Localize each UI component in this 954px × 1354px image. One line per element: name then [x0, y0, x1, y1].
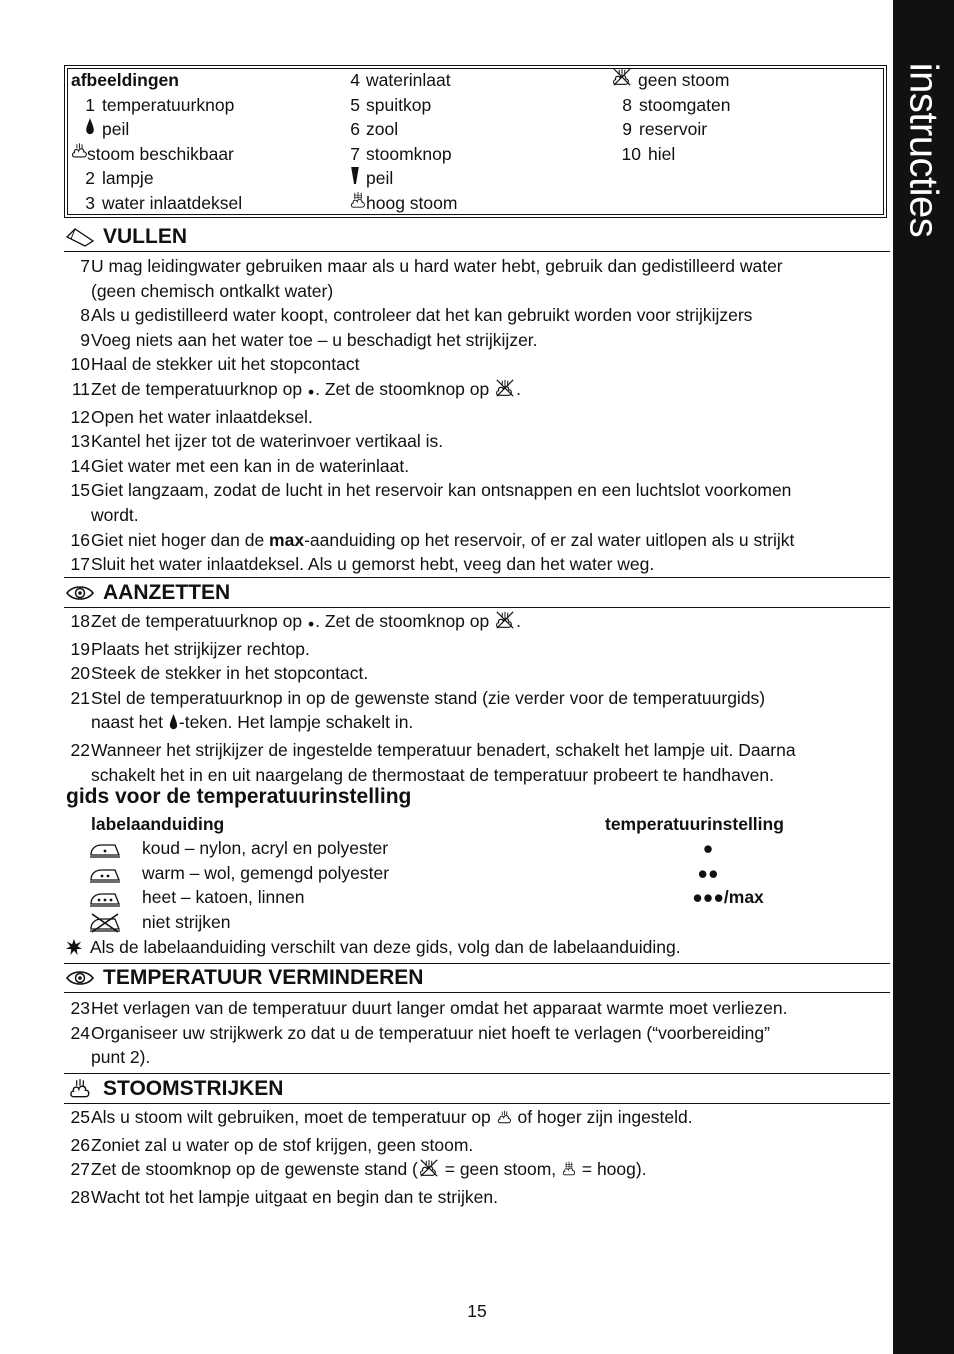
- step-text: [90, 528, 794, 553]
- step-text: [90, 478, 791, 527]
- figure-label: lampje: [102, 168, 154, 189]
- figure-number: [612, 67, 632, 94]
- figure-item: [612, 142, 730, 167]
- step-text: [90, 1133, 473, 1158]
- divider: [64, 992, 890, 993]
- step-item: [64, 1133, 890, 1158]
- figure-item: [350, 166, 457, 191]
- figure-label: stoomgaten: [639, 94, 731, 115]
- step-bold: max: [269, 529, 305, 550]
- step-text: [90, 303, 752, 328]
- guide-row: [88, 910, 808, 935]
- step-number: 12: [70, 406, 90, 427]
- step-text: [90, 996, 788, 1021]
- step-number: 13: [70, 431, 90, 452]
- step-item: [64, 738, 890, 787]
- divider: [64, 251, 890, 252]
- step-text: [90, 661, 368, 686]
- step-line: Kantel het ijzer tot de waterinvoer vertikaal is.: [91, 431, 444, 452]
- step-text: [90, 552, 654, 577]
- step-item: [64, 609, 890, 637]
- step-text: [90, 1021, 770, 1070]
- pencil-icon: [64, 227, 96, 247]
- step-text: [90, 609, 521, 637]
- section-title: AANZETTEN: [103, 580, 231, 604]
- step-text: [90, 377, 521, 405]
- no-steam-icon: [495, 610, 515, 637]
- step-item: [64, 661, 890, 686]
- step-number: 27: [70, 1159, 90, 1180]
- step-line: Zet de stoomknop op de gewenste stand (: [91, 1159, 418, 1180]
- wedge-icon: [350, 166, 360, 185]
- step-number: 24: [70, 1022, 90, 1043]
- step-item: [64, 637, 890, 662]
- step-item: [64, 686, 890, 738]
- figure-number: [350, 190, 366, 217]
- step-line: .: [516, 611, 521, 631]
- divider: [64, 1073, 890, 1074]
- guide-note: [64, 935, 681, 960]
- step-number: 16: [70, 529, 90, 550]
- step-line: Haal de stekker uit het stopcontact: [91, 354, 360, 375]
- step-text: [90, 686, 765, 738]
- figure-number: 5: [350, 94, 360, 115]
- verminderen-steps: [64, 996, 890, 1070]
- step-line: . Zet de stoomknop op: [315, 378, 495, 399]
- step-line: wordt.: [91, 504, 139, 525]
- step-line: Als u gedistilleerd water koopt, controleer dat het kan gebruikt worden voor strijkijzers: [91, 305, 753, 326]
- drop-icon: [85, 117, 95, 136]
- step-text: [90, 637, 310, 662]
- figure-item: [612, 117, 730, 142]
- step-number: 11: [71, 378, 90, 399]
- page-number: 15: [467, 1301, 487, 1321]
- step-item: [64, 352, 890, 377]
- step-number: 28: [70, 1186, 90, 1207]
- step-line: Wacht tot het lampje uitgaat en begin dan te strijken.: [91, 1186, 498, 1207]
- step-text: [90, 1157, 647, 1185]
- step-item: [64, 1105, 890, 1133]
- figures-heading: afbeeldingen: [71, 70, 179, 90]
- figure-label: reservoir: [639, 119, 708, 140]
- figure-number: 2: [85, 168, 95, 189]
- figure-label: zool: [366, 119, 399, 140]
- guide-label: koud – nylon, acryl en polyester: [142, 838, 389, 858]
- figure-number: [350, 166, 360, 192]
- section-aanzetten-heading: [64, 579, 890, 607]
- step-item: [64, 1021, 890, 1070]
- figures-legend-box: [64, 65, 887, 218]
- figure-item: [350, 93, 457, 118]
- divider: [64, 607, 890, 608]
- divider: [64, 577, 890, 578]
- figure-item: [350, 142, 457, 167]
- step-line: (geen chemisch ontkalkt water): [91, 280, 334, 301]
- step-text: [90, 352, 359, 377]
- step-number: 23: [70, 998, 90, 1018]
- figure-label: peil: [366, 168, 394, 189]
- side-tab-label: instructies: [901, 62, 946, 238]
- star-icon: [64, 938, 84, 956]
- figure-item: [71, 117, 242, 142]
- step-item: [64, 405, 890, 430]
- steam-cloud-icon: [64, 1078, 96, 1100]
- guide-label: heet – katoen, linnen: [142, 887, 305, 907]
- iron-three-dot-icon: [88, 887, 122, 907]
- figures-column-1: [71, 68, 242, 216]
- step-item: [64, 454, 890, 479]
- step-line: Giet water met een kan in de waterinlaat.: [91, 455, 410, 476]
- dot-icon: •: [307, 614, 315, 634]
- step-item: [64, 303, 890, 328]
- step-item: [64, 254, 890, 303]
- stoomstrijken-steps: [64, 1105, 890, 1209]
- step-line: .: [516, 378, 521, 399]
- setting-column-header: temperatuurinstelling: [605, 814, 784, 834]
- no-steam-icon: [419, 1158, 439, 1185]
- step-number: 21: [70, 687, 90, 708]
- no-iron-icon: [88, 911, 122, 933]
- figure-number: 9: [622, 119, 632, 140]
- step-item: [64, 528, 890, 553]
- no-steam-icon: [495, 378, 515, 405]
- step-item: [64, 429, 890, 454]
- step-line: Sluit het water inlaatdeksel. Als u gemorst hebt, veeg dan het water weg.: [91, 554, 655, 575]
- step-line: Het verlagen van de temperatuur duurt langer omdat het apparaat warmte moet verliezen.: [91, 998, 788, 1018]
- step-line: Voeg niets aan het water toe – u beschadigt het strijkijzer.: [91, 329, 538, 350]
- guide-setting: ●●: [697, 863, 719, 883]
- guide-label: warm – wol, gemengd polyester: [142, 863, 390, 883]
- step-item: [64, 478, 890, 527]
- figure-item: [71, 93, 242, 118]
- step-line: Zet de temperatuurknop op: [91, 378, 307, 399]
- step-line: Stel de temperatuurknop in op de gewenste stand (zie verder voor de temperatuurgids): [91, 687, 766, 708]
- step-line: Zet de temperatuurknop op: [91, 611, 307, 631]
- figure-label: hiel: [648, 143, 676, 164]
- section-stoomstrijken-heading: [64, 1075, 890, 1103]
- step-item: [64, 328, 890, 353]
- figure-item: [350, 68, 457, 93]
- step-line: = geen stoom,: [439, 1159, 561, 1180]
- step-line: Giet langzaam, zodat de lucht in het reservoir kan ontsnappen en een luchtslot voorkomen: [91, 480, 792, 501]
- step-text: [90, 254, 783, 303]
- guide-row: [88, 836, 808, 861]
- step-text: [90, 1105, 693, 1133]
- aanzetten-steps: [64, 609, 890, 787]
- step-item: [64, 1185, 890, 1210]
- step-line: Open het water inlaatdeksel.: [91, 406, 313, 427]
- figure-label: peil: [102, 119, 130, 140]
- note-text: Als de labelaanduiding verschilt van deze gids, volg dan de labelaanduiding.: [90, 937, 681, 957]
- step-number: 22: [70, 739, 90, 760]
- step-line: Wanneer het strijkijzer de ingestelde temperatuur benadert, schakelt het lampje uit. Daarna: [91, 739, 796, 760]
- step-line: schakelt het in en uit naargelang de thermostaat de temperatuur probeert te handhaven.: [91, 764, 774, 785]
- step-number: 7: [80, 256, 90, 276]
- step-number: 14: [70, 455, 90, 476]
- step-line: Plaats het strijkijzer rechtop.: [91, 638, 310, 659]
- figures-column-2: [350, 68, 457, 216]
- guide-setting: ●: [702, 838, 714, 858]
- figure-item: [350, 191, 457, 216]
- step-number: 26: [70, 1134, 90, 1155]
- eye-icon: [64, 969, 96, 987]
- guide-row: [88, 885, 808, 910]
- high-steam-icon: [562, 1159, 576, 1185]
- dot-icon: •: [307, 381, 315, 402]
- figure-item: [612, 68, 730, 93]
- figure-label: stoom beschikbaar: [87, 143, 234, 164]
- step-line: Als u stoom wilt gebruiken, moet de temperatuur op: [91, 1107, 496, 1127]
- figure-number: 4: [350, 70, 360, 90]
- drop-icon: [169, 713, 178, 738]
- step-line: naast het: [91, 712, 168, 733]
- step-item: [64, 377, 890, 405]
- guide-label: niet strijken: [142, 912, 231, 932]
- figure-number: [71, 142, 87, 167]
- vullen-steps: [64, 254, 890, 577]
- figure-item: [71, 166, 242, 191]
- section-title: VULLEN: [103, 224, 187, 248]
- step-text: [90, 454, 409, 479]
- figure-label: hoog stoom: [366, 192, 458, 213]
- figure-label: waterinlaat: [366, 70, 451, 90]
- figure-label: geen stoom: [638, 70, 730, 90]
- step-line: Giet niet hoger dan de: [91, 529, 270, 550]
- step-number: 17: [70, 554, 90, 575]
- section-title: TEMPERATUUR VERMINDEREN: [103, 965, 424, 989]
- step-line: punt 2).: [91, 1047, 151, 1068]
- step-text: [90, 738, 796, 787]
- step-line: Steek de stekker in het stopcontact.: [91, 663, 369, 684]
- figure-number: 7: [350, 143, 360, 164]
- figure-label: water inlaatdeksel: [102, 192, 243, 213]
- step-number: 25: [70, 1107, 90, 1127]
- figure-number: 6: [350, 119, 360, 140]
- figure-item: [71, 142, 242, 167]
- figure-item: [71, 191, 242, 216]
- figure-label: spuitkop: [366, 94, 432, 115]
- figure-number: 8: [622, 94, 632, 115]
- guide-setting: ●●●/max: [692, 887, 764, 907]
- step-number: 9: [80, 329, 90, 350]
- figure-label: stoomknop: [366, 143, 452, 164]
- figure-number: 10: [621, 143, 641, 164]
- step-line: Zoniet zal u water op de stof krijgen, geen stoom.: [91, 1134, 474, 1155]
- figure-item: [612, 93, 730, 118]
- step-number: 18: [70, 611, 90, 631]
- step-line: . Zet de stoomknop op: [315, 611, 495, 631]
- iron-two-dot-icon: [88, 863, 122, 883]
- high-steam-icon: [350, 190, 366, 210]
- step-line: = hoog).: [577, 1159, 647, 1180]
- step-text: [90, 429, 443, 454]
- iron-one-dot-icon: [88, 838, 122, 858]
- step-number: 15: [70, 480, 90, 501]
- section-verminderen-heading: [64, 964, 890, 992]
- steam-cloud-icon: [497, 1108, 512, 1133]
- step-number: 20: [70, 663, 90, 684]
- eye-icon: [64, 584, 96, 602]
- step-number: 10: [70, 354, 90, 375]
- figure-number: 3: [85, 192, 95, 213]
- figure-number: [71, 117, 95, 143]
- no-steam-icon: [612, 67, 632, 87]
- step-item: [64, 552, 890, 577]
- guide-row: [88, 861, 808, 886]
- step-text: [90, 328, 538, 353]
- step-number: 8: [80, 305, 90, 326]
- figures-column-3: [612, 68, 730, 166]
- step-line: -teken. Het lampje schakelt in.: [178, 712, 414, 733]
- figure-item: [350, 117, 457, 142]
- step-item: [64, 1157, 890, 1185]
- step-line: U mag leidingwater gebruiken maar als u hard water hebt, gebruik dan gedistilleerd water: [91, 256, 783, 276]
- step-line: Organiseer uw strijkwerk zo dat u de temperatuur niet hoeft te verlagen (“voorbereiding”: [91, 1022, 770, 1043]
- step-line: -aanduiding op het reservoir, of er zal water uitlopen als u strijkt: [304, 529, 795, 550]
- step-text: [90, 405, 313, 430]
- temperature-guide-title: gids voor de temperatuurinstelling: [66, 785, 412, 808]
- step-line: of hoger zijn ingesteld.: [512, 1107, 693, 1127]
- step-item: [64, 996, 890, 1021]
- divider: [64, 1103, 890, 1104]
- steam-cloud-icon: [71, 142, 88, 160]
- figure-label: temperatuurknop: [102, 94, 235, 115]
- step-text: [90, 1185, 498, 1210]
- label-column-header: labelaanduiding: [91, 814, 225, 834]
- section-title: STOOMSTRIJKEN: [103, 1076, 284, 1100]
- section-vullen-heading: [64, 223, 890, 251]
- step-number: 19: [70, 638, 90, 659]
- figure-number: 1: [85, 94, 95, 115]
